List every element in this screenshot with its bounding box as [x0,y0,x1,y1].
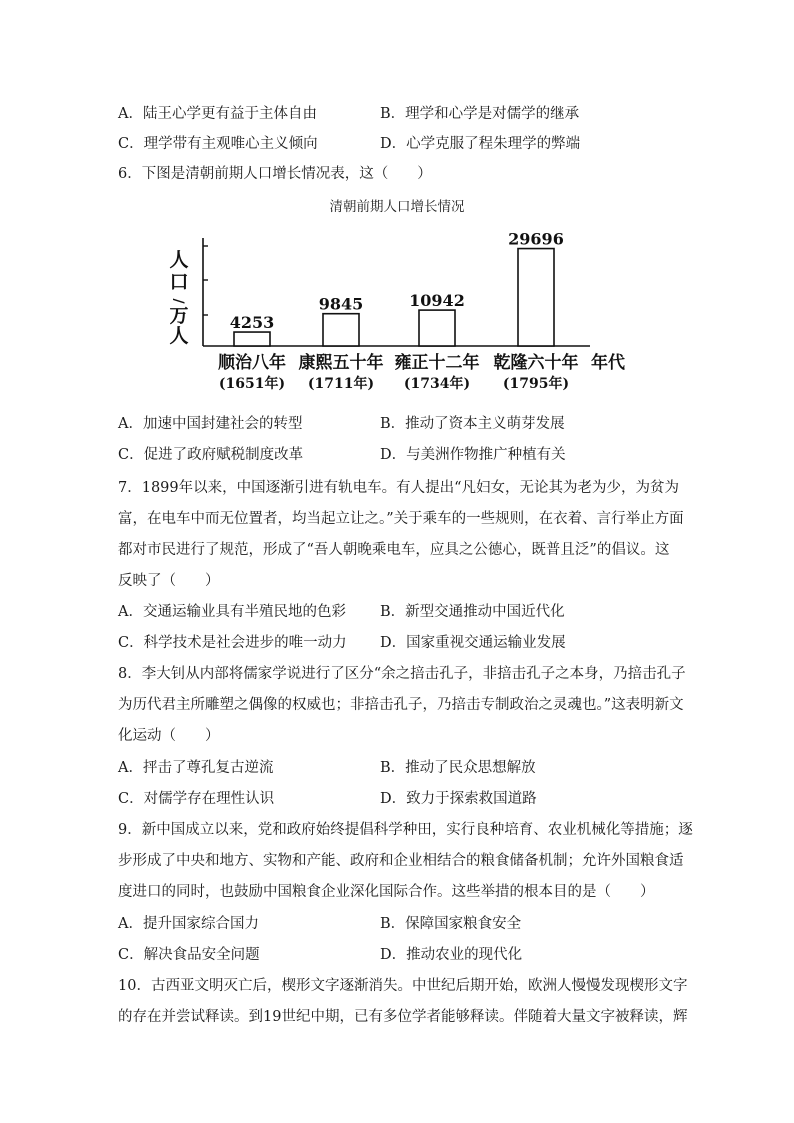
y-axis-label-char: 人 [169,249,189,271]
chart-title: 清朝前期人口增长情况 [329,199,465,215]
q7-stem-line-1: 7．1899年以来，中国逐渐引进有轨电车。有人提出“凡妇女，无论其为老为少，为贫为 [118,480,680,496]
x-tick-label: 顺治八年 [218,353,286,373]
q8-stem-line-3: 化运动（ ） [118,728,220,744]
q5-option-d[interactable]: D．心学克服了程朱理学的弊端 [380,136,581,152]
q8-option-a[interactable]: A．抨击了尊孔复古逆流 [118,760,274,776]
bar-1 [234,332,270,346]
x-tick-label: 雍正十二年 [394,353,480,373]
q7-option-b[interactable]: B．新型交通推动中国近代化 [380,604,565,620]
x-axis-label: 年代 [591,353,625,373]
bar-value-label: 4253 [229,313,275,333]
q8-stem-line-1: 8．李大钊从内部将儒家学说进行了区分“余之掊击孔子，非掊击孔子之本身，乃掊击孔子 [118,666,686,682]
q8-option-b[interactable]: B．推动了民众思想解放 [380,760,536,776]
y-axis-label-char: 口 [169,271,189,293]
y-axis-label-char: 人 [169,325,189,347]
y-axis-label-char: / [170,298,186,304]
bar-4 [518,249,554,346]
x-tick-year-label: (1711年) [307,376,375,392]
q6-option-d[interactable]: D．与美洲作物推广种植有关 [380,447,566,463]
bar-2 [323,314,359,346]
q7-stem-line-3: 都对市民进行了规范，形成了“吾人朝晚乘电车，应具之公德心，既普且泛”的倡议。这 [118,542,670,558]
x-tick-year-label: (1795年) [502,376,570,392]
q6-option-c[interactable]: C．促进了政府赋税制度改革 [118,447,304,463]
y-axis-label-char: 万 [169,305,189,327]
q10-stem-line-1: 10．古西亚文明灭亡后，楔形文字逐渐消失。中世纪后期开始，欧洲人慢慢发现楔形文字 [118,978,688,994]
q5-option-a[interactable]: A．陆王心学更有益于主体自由 [118,106,317,122]
q7-option-c[interactable]: C．科学技术是社会进步的唯一动力 [118,635,347,651]
q9-option-b[interactable]: B．保障国家粮食安全 [380,916,522,932]
q8-option-c[interactable]: C．对儒学存在理性认识 [118,791,275,807]
x-tick-label: 康熙五十年 [298,353,384,373]
q5-option-b[interactable]: B．理学和心学是对儒学的继承 [380,106,580,122]
q5-option-c[interactable]: C．理学带有主观唯心主义倾向 [118,136,318,152]
x-tick-year-label: (1651年) [218,376,286,392]
q9-stem-line-3: 度进口的同时，也鼓励中国粮食企业深化国际合作。这些举措的根本目的是（ ） [118,884,655,900]
q8-stem-line-2: 为历代君主所雕塑之偶像的权威也；非掊击孔子，乃掊击专制政治之灵魂也。”这表明新文 [118,697,684,713]
bar-value-label: 10942 [409,291,465,311]
x-tick-year-label: (1734年) [403,376,471,392]
q7-option-d[interactable]: D．国家重视交通运输业发展 [380,635,566,651]
q9-stem-line-1: 9．新中国成立以来，党和政府始终提倡科学种田，实行良种培育、农业机械化等措施；逐 [118,822,693,838]
q9-option-d[interactable]: D．推动农业的现代化 [380,947,523,963]
q7-stem-line-2: 富，在电车中而无位置者，均当起立让之。”关于乘车的一些规则，在衣着、言行举止方面 [118,511,684,527]
q6-option-b[interactable]: B．推动了资本主义萌芽发展 [380,416,565,432]
q6-stem: 6．下图是清朝前期人口增长情况表，这（ ） [118,166,432,182]
q7-stem-line-4: 反映了（ ） [118,573,220,589]
q6-option-a[interactable]: A．加速中国封建社会的转型 [118,416,303,432]
q9-stem-line-2: 步形成了中央和地方、实物和产能、政府和企业相结合的粮食储备机制；允许外国粮食适 [118,853,684,869]
q8-option-d[interactable]: D．致力于探索救国道路 [380,791,537,807]
q9-option-a[interactable]: A．提升国家综合国力 [118,916,259,932]
bar-value-label: 9845 [318,294,364,314]
q9-option-c[interactable]: C．解决食品安全问题 [118,947,260,963]
population-bar-chart [0,222,794,422]
q7-option-a[interactable]: A．交通运输业具有半殖民地的色彩 [118,604,346,620]
bar-3 [419,310,455,346]
x-tick-label: 乾隆六十年 [493,353,579,373]
bar-value-label: 29696 [508,229,564,249]
q10-stem-line-2: 的存在并尝试释读。到19世纪中期，已有多位学者能够释读。伴随着大量文字被释读，辉 [118,1009,688,1025]
